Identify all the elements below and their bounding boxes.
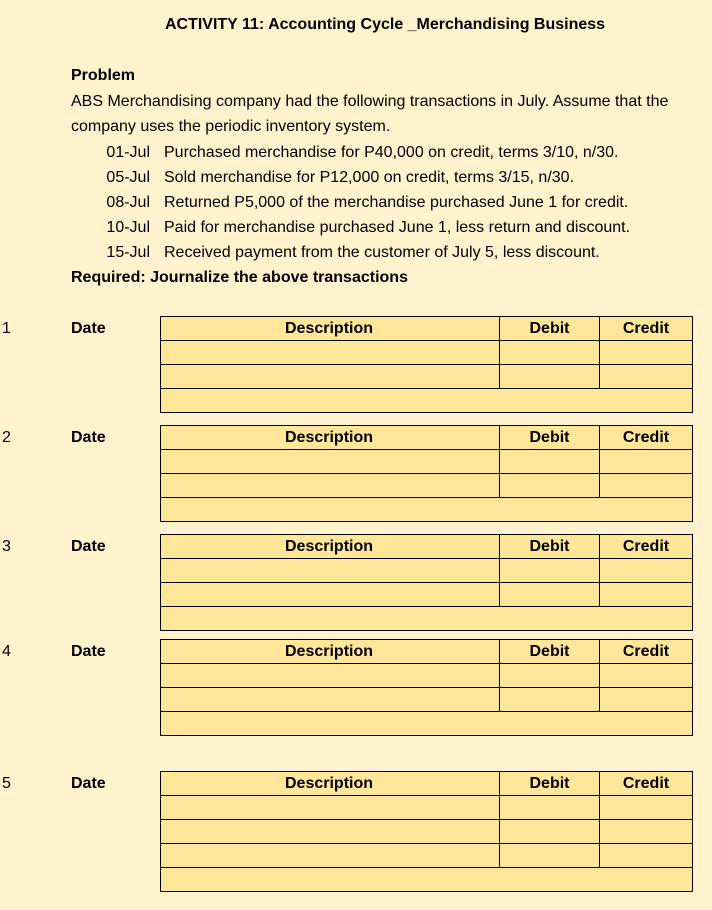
transaction-text: Sold merchandise for P12,000 on credit, terms 3/15, n/30. [164,169,575,186]
explanation-row [161,498,693,522]
header-row [161,317,693,341]
credit-cell[interactable] [600,559,693,583]
date-label: Date [71,643,106,660]
journal-table [160,639,693,736]
required-instruction: Required: Journalize the above transactions [71,269,408,286]
description-cell[interactable] [161,450,500,474]
description-header: Description [161,772,500,796]
explanation-row [161,389,693,413]
problem-line-1: ABS Merchandising company had the following transactions in July. Assume that the [71,93,669,110]
debit-cell[interactable] [500,583,600,607]
table-row [161,450,693,474]
explanation-cell[interactable] [161,607,693,631]
credit-header: Credit [600,426,693,450]
entry-number: 3 [2,538,11,555]
description-cell[interactable] [161,664,500,688]
credit-cell[interactable] [600,664,693,688]
table-row [161,664,693,688]
header-row [161,426,693,450]
debit-cell[interactable] [500,688,600,712]
explanation-cell[interactable] [161,498,693,522]
debit-cell[interactable] [500,664,600,688]
journal-table [160,771,693,892]
transaction-text: Paid for merchandise purchased June 1, less return and discount. [164,219,631,236]
credit-cell[interactable] [600,688,693,712]
credit-cell[interactable] [600,796,693,820]
table-row [161,365,693,389]
date-label: Date [71,429,106,446]
table-row [161,474,693,498]
description-cell[interactable] [161,559,500,583]
debit-cell[interactable] [500,365,600,389]
activity-title: ACTIVITY 11: Accounting Cycle _Merchandising Business [164,16,606,33]
debit-cell[interactable] [500,474,600,498]
description-cell[interactable] [161,341,500,365]
table-row [161,820,693,844]
description-cell[interactable] [161,820,500,844]
entry-number: 4 [2,643,11,660]
entry-number: 2 [2,429,11,446]
description-cell[interactable] [161,844,500,868]
debit-header: Debit [500,640,600,664]
description-cell[interactable] [161,796,500,820]
description-cell[interactable] [161,365,500,389]
debit-cell[interactable] [500,450,600,474]
debit-cell[interactable] [500,796,600,820]
transaction-date: 15-Jul [106,244,150,261]
credit-cell[interactable] [600,341,693,365]
description-header: Description [161,640,500,664]
debit-header: Debit [500,426,600,450]
debit-cell[interactable] [500,559,600,583]
debit-header: Debit [500,317,600,341]
explanation-cell[interactable] [161,389,693,413]
transaction-text: Purchased merchandise for P40,000 on credit, terms 3/10, n/30. [164,144,619,161]
date-label: Date [71,320,106,337]
credit-cell[interactable] [600,450,693,474]
explanation-row [161,868,693,892]
description-cell[interactable] [161,688,500,712]
journal-table [160,316,693,413]
date-label: Date [71,538,106,555]
debit-cell[interactable] [500,844,600,868]
problem-heading: Problem [71,67,136,84]
table-row [161,688,693,712]
explanation-cell[interactable] [161,868,693,892]
date-label: Date [71,775,106,792]
transaction-date: 05-Jul [106,169,150,186]
description-header: Description [161,535,500,559]
debit-cell[interactable] [500,341,600,365]
journal-table [160,425,693,522]
explanation-row [161,607,693,631]
problem-line-2: company uses the periodic inventory system. [71,118,391,135]
transaction-date: 10-Jul [106,219,150,236]
debit-header: Debit [500,772,600,796]
entry-number: 1 [2,320,11,337]
description-header: Description [161,426,500,450]
table-row [161,583,693,607]
credit-header: Credit [600,535,693,559]
transaction-date: 08-Jul [106,194,150,211]
credit-header: Credit [600,772,693,796]
description-cell[interactable] [161,583,500,607]
credit-header: Credit [600,317,693,341]
header-row [161,640,693,664]
entry-number: 5 [2,775,11,792]
journal-table [160,534,693,631]
description-header: Description [161,317,500,341]
credit-cell[interactable] [600,820,693,844]
table-row [161,796,693,820]
credit-header: Credit [600,640,693,664]
credit-cell[interactable] [600,583,693,607]
transaction-text: Received payment from the customer of July 5, less discount. [164,244,600,261]
table-row [161,844,693,868]
debit-cell[interactable] [500,820,600,844]
explanation-row [161,712,693,736]
transaction-text: Returned P5,000 of the merchandise purchased June 1 for credit. [164,194,629,211]
description-cell[interactable] [161,474,500,498]
table-row [161,559,693,583]
transaction-date: 01-Jul [106,144,150,161]
header-row [161,535,693,559]
table-row [161,341,693,365]
credit-cell[interactable] [600,844,693,868]
debit-header: Debit [500,535,600,559]
credit-cell[interactable] [600,365,693,389]
credit-cell[interactable] [600,474,693,498]
header-row [161,772,693,796]
explanation-cell[interactable] [161,712,693,736]
